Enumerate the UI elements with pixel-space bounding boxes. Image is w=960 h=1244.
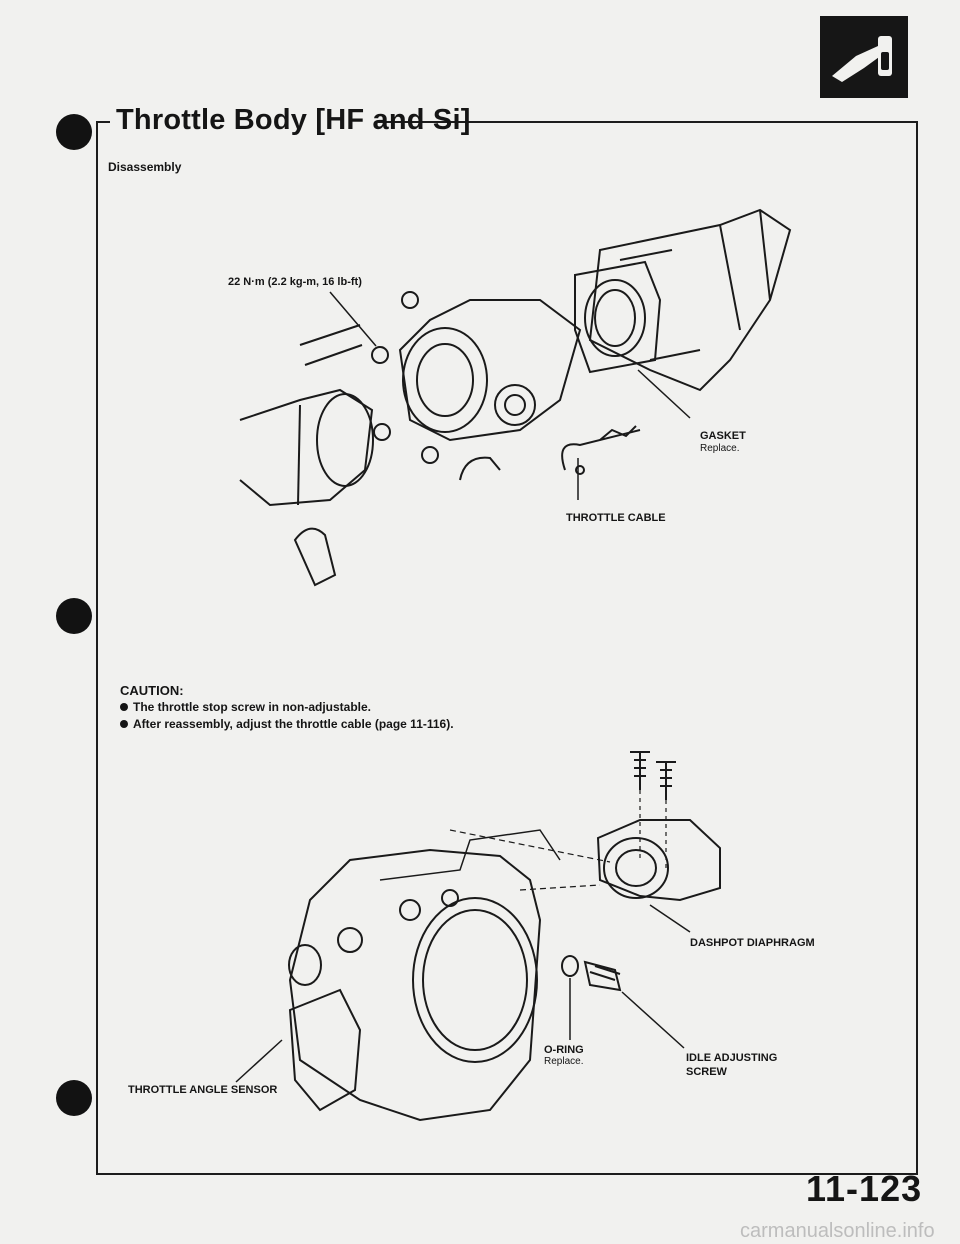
o-ring-label: O-RING bbox=[544, 1044, 584, 1056]
page-title: Throttle Body [HF and Si] bbox=[116, 104, 471, 136]
caution-heading: CAUTION: bbox=[120, 683, 184, 698]
watermark: carmanualsonline.info bbox=[740, 1220, 935, 1242]
dashpot-diaphragm-label: DASHPOT DIAPHRAGM bbox=[690, 937, 815, 949]
throttle-cable-label: THROTTLE CABLE bbox=[566, 512, 666, 524]
gasket-label: GASKET bbox=[700, 430, 746, 442]
page-number: 11-123 bbox=[806, 1168, 923, 1209]
caution-item-1-text: The throttle stop screw in non-adjustable. bbox=[133, 700, 372, 714]
throttle-angle-sensor-label: THROTTLE ANGLE SENSOR bbox=[128, 1084, 278, 1096]
gasket-note: Replace. bbox=[700, 443, 740, 454]
o-ring-note: Replace. bbox=[544, 1056, 584, 1067]
section-subtitle: Disassembly bbox=[108, 160, 182, 174]
torque-spec-label: 22 N·m (2.2 kg-m, 16 lb-ft) bbox=[228, 276, 362, 288]
idle-adjusting-screw-label-line2: SCREW bbox=[686, 1066, 727, 1078]
caution-item-2-text: After reassembly, adjust the throttle cable (page 11-116). bbox=[133, 717, 454, 731]
idle-adjusting-screw-label-line1: IDLE ADJUSTING bbox=[686, 1052, 778, 1064]
